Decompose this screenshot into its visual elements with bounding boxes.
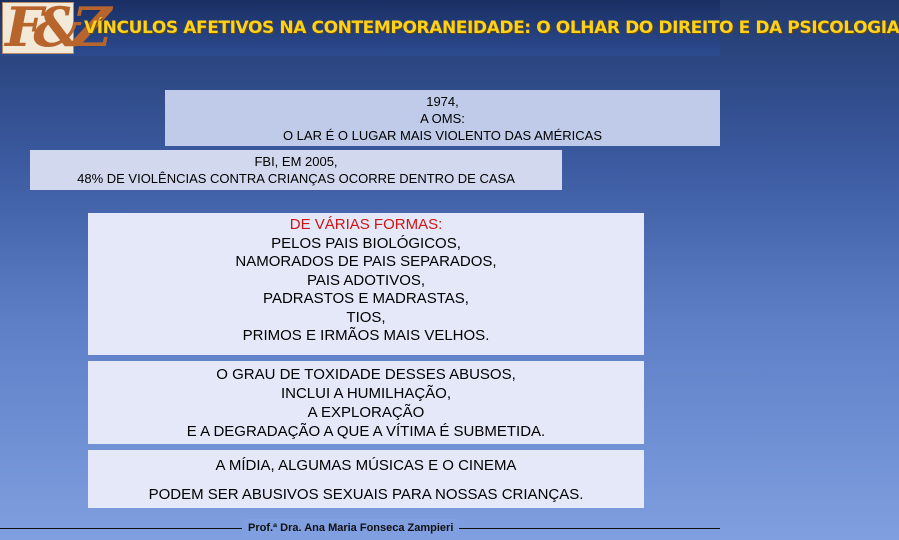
oms-line: A OMS: [420,111,465,126]
forms-line: NAMORADOS DE PAIS SEPARADOS, [235,253,497,270]
logo [2,0,102,59]
oms-box [165,90,720,146]
forms-line: PAIS ADOTIVOS, [306,271,426,289]
toxicity-line: O GRAU DE TOXIDADE DESSES ABUSOS, [216,366,516,383]
forms-line: PADRASTOS E MADRASTAS, [263,290,469,307]
oms-line: 1974, [426,94,459,109]
media-line: A MÍDIA, ALGUMAS MÚSICAS E O CINEMA [215,457,517,474]
forms-box [88,213,644,355]
fbi-box [30,150,562,190]
header-bar [0,0,899,59]
toxicity-line: A EXPLORAÇÃO [307,404,425,421]
slide-title: VÍNCULOS AFETIVOS NA CONTEMPORANEIDADE: O OLHAR DO DIREITO E DA PSICOLOGIA [84,18,899,38]
toxicity-box [88,361,644,444]
media-box [88,450,644,508]
forms-line: PRIMOS E IRMÃOS MAIS VELHOS. [242,327,490,344]
logo-mark: F&Z [5,0,102,59]
fbi-line: 48% DE VIOLÊNCIAS CONTRA CRIANÇAS OCORRE DENTRO DE CASA [77,171,515,186]
footer-author: Prof.ª Dra. Ana Maria Fonseca Zampieri [242,519,459,537]
forms-heading: DE VÁRIAS FORMAS: [289,216,443,233]
media-line: PODEM SER ABUSIVOS SEXUAIS PARA NOSSAS CRIANÇAS. [148,486,584,503]
toxicity-line: E A DEGRADAÇÃO A QUE A VÍTIMA É SUBMETIDA. [186,423,546,440]
media-gap [88,475,644,485]
oms-line: O LAR É O LUGAR MAIS VIOLENTO DAS AMÉRICAS [282,128,603,143]
forms-line: TIOS, [346,308,386,326]
forms-line: PELOS PAIS BIOLÓGICOS, [271,234,461,252]
toxicity-line: INCLUI A HUMILHAÇÃO, [280,385,452,402]
fbi-line: FBI, EM 2005, [254,154,338,169]
